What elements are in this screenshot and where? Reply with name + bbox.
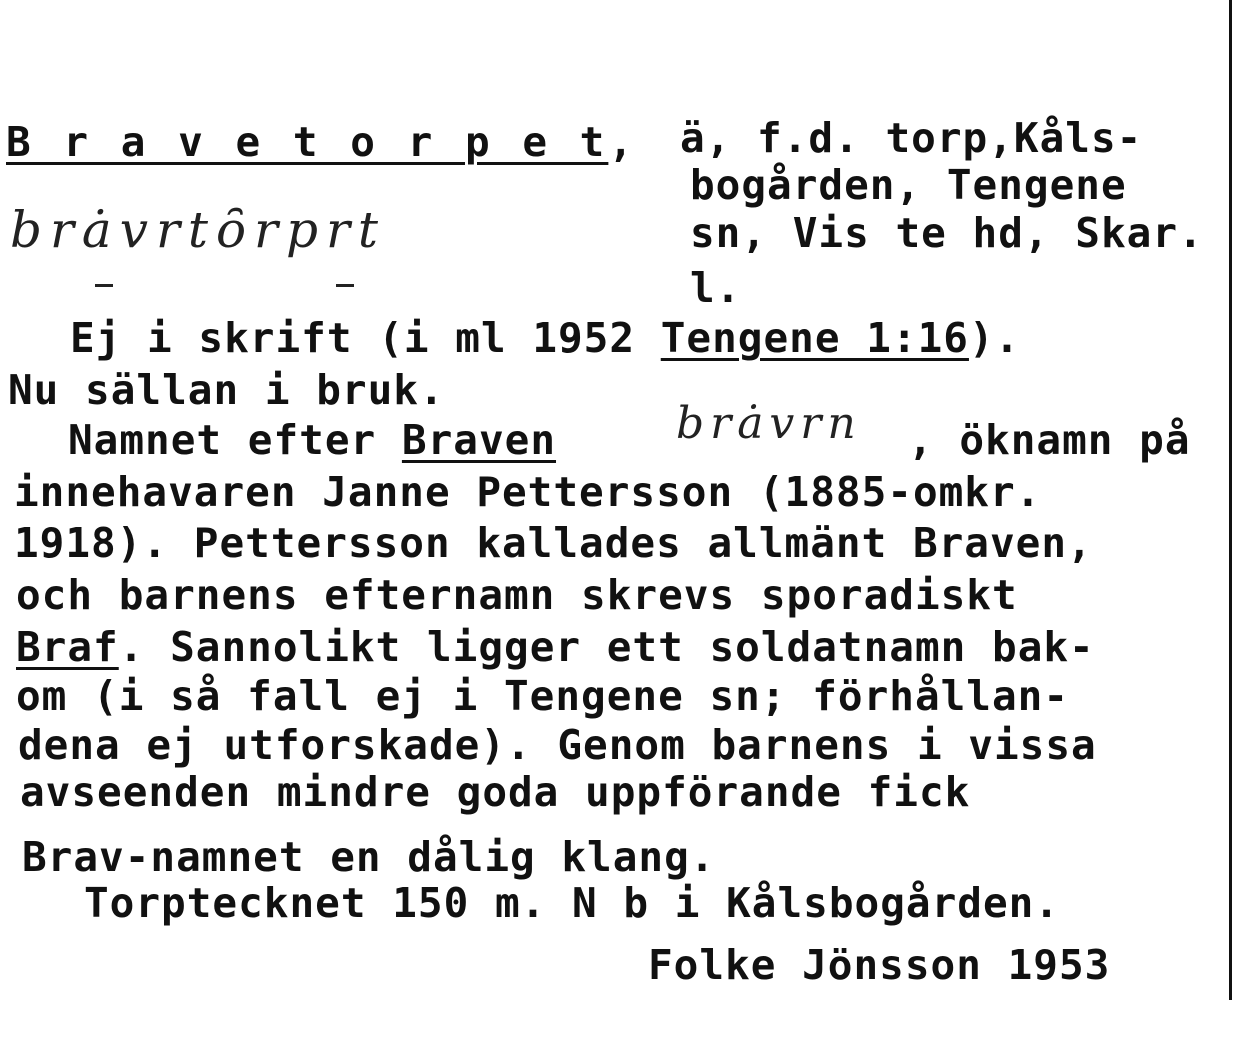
body-line-3: Namnet efter Braven bbox=[68, 416, 557, 464]
phonetic-stress-mark bbox=[336, 284, 354, 287]
entry-description-2: bogården, Tengene bbox=[690, 161, 1127, 209]
entry-description-4: l. bbox=[690, 264, 742, 312]
body-line-8: om (i så fall ej i Tengene sn; förhållan- bbox=[16, 672, 1070, 720]
body-line-9: dena ej utforskade). Genom barnens i vissa bbox=[18, 721, 1097, 769]
card-edge-line bbox=[1229, 0, 1232, 1000]
phonetic-transcription-1: brȧvrtȏrprt bbox=[10, 201, 386, 259]
body-line-3-end: , öknamn på bbox=[908, 416, 1191, 464]
headword: B r a v e t o r p e t bbox=[6, 118, 609, 166]
signature: Folke Jönsson 1953 bbox=[648, 941, 1111, 989]
body-line-6: och barnens efternamn skrevs sporadiskt bbox=[16, 571, 1018, 619]
body-line-1: Ej i skrift (i ml 1952 Tengene 1:16). bbox=[70, 314, 1021, 362]
entry-description-3: sn, Vis te hd, Skar. bbox=[690, 209, 1204, 257]
body-line-4: innehavaren Janne Pettersson (1885-omkr. bbox=[14, 468, 1042, 516]
body-line-7: Braf. Sannolikt ligger ett soldatnamn bak- bbox=[16, 623, 1095, 671]
body-line-2: Nu sällan i bruk. bbox=[8, 366, 445, 414]
body-line-5: 1918). Pettersson kallades allmänt Braven, bbox=[14, 519, 1093, 567]
body-line-10: avseenden mindre goda uppförande fick bbox=[20, 768, 971, 816]
body-line-12: Torptecknet 150 m. N b i Kålsbogården. bbox=[84, 879, 1060, 927]
reference-link-tengene: Tengene 1:16 bbox=[660, 314, 969, 362]
body-line-11: Brav-namnet en dålig klang. bbox=[22, 833, 716, 881]
name-braf: Braf bbox=[16, 623, 119, 671]
headword-comma: , bbox=[608, 118, 638, 166]
phonetic-transcription-2: brȧvrn bbox=[676, 398, 862, 449]
entry-description-1: ä, f.d. torp,Kåls- bbox=[680, 114, 1143, 162]
name-braven: Braven bbox=[401, 416, 557, 464]
headword-line bbox=[6, 118, 638, 166]
phonetic-stress-mark bbox=[95, 284, 113, 287]
